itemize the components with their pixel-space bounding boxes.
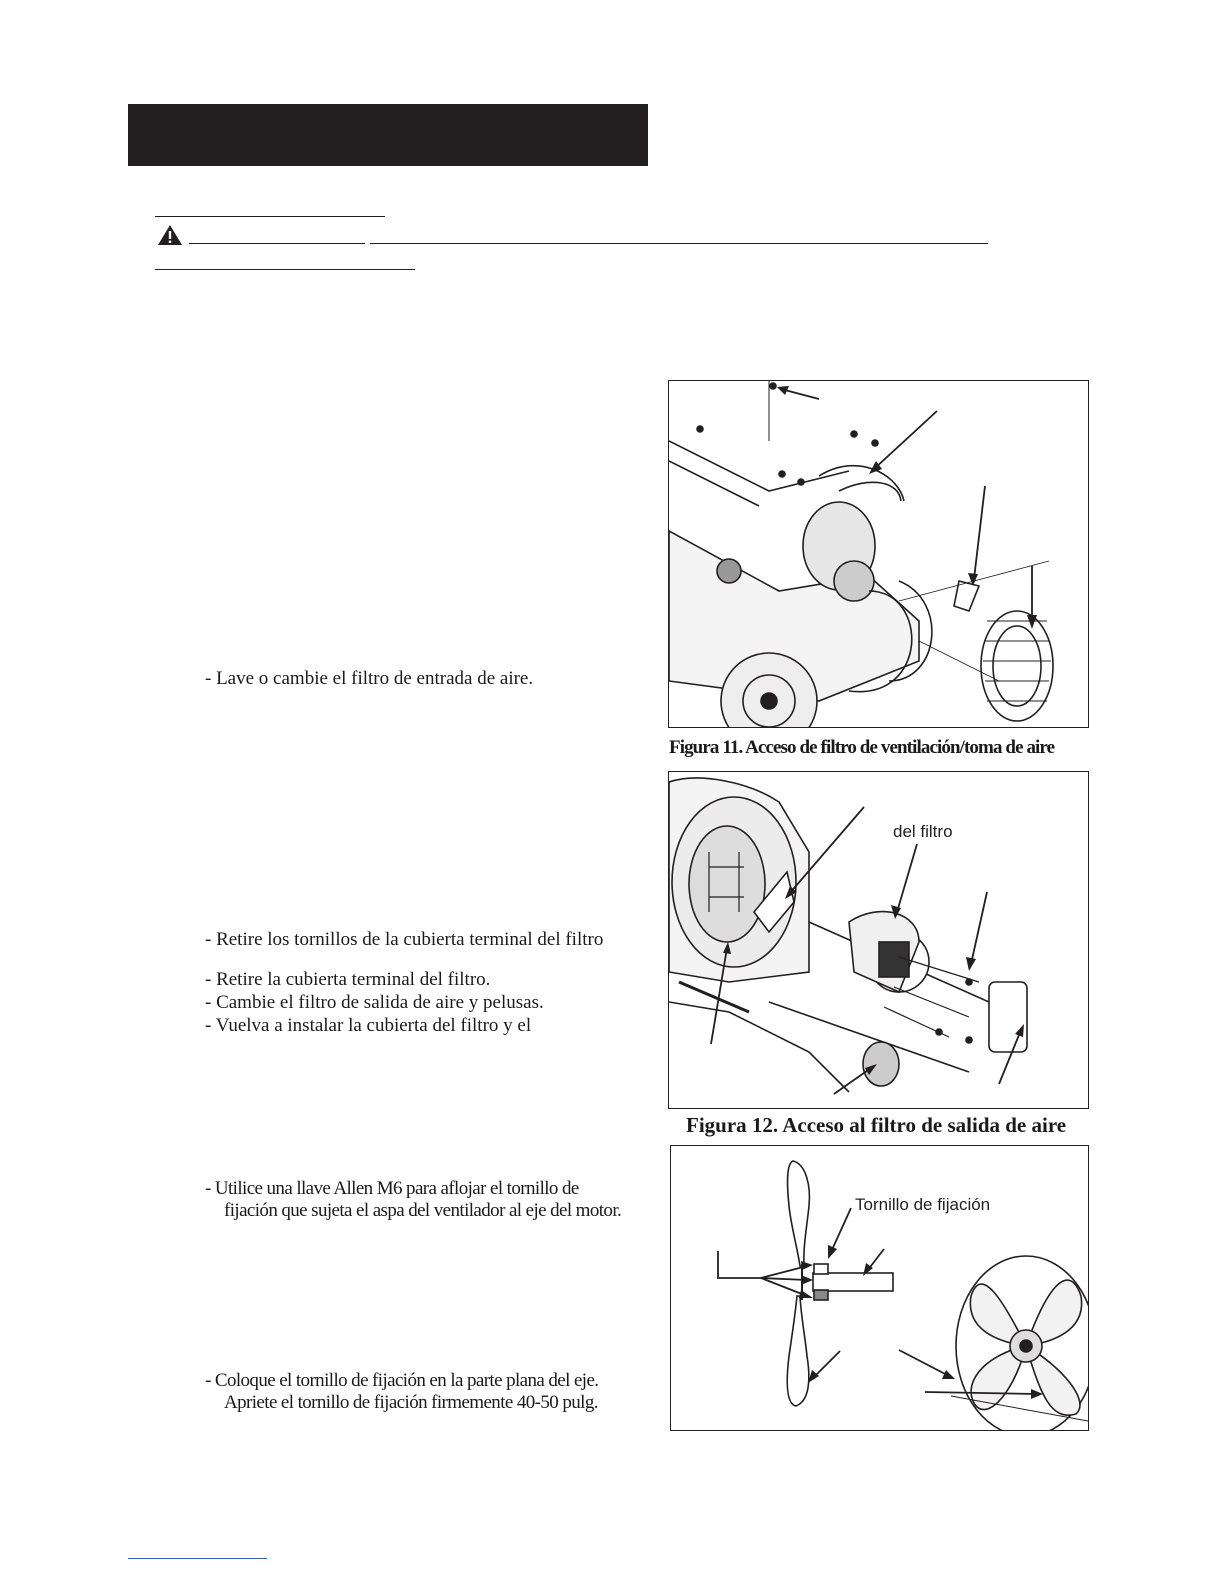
heater-body-drawing [669, 381, 932, 727]
instruction-air-intake: - Lave o cambie el filtro de entrada de aire. [205, 668, 534, 689]
instruction-replace-filter: - Cambie el filtro de salida de aire y pelusas. [205, 992, 544, 1013]
instruction-remove-cover: - Retire la cubierta terminal del filtro. [205, 969, 491, 990]
warning-rule-body [370, 243, 988, 244]
figure-13-illustration [670, 1145, 1089, 1431]
grill-cover [981, 611, 1053, 721]
instruction-reinstall: - Vuelva a instalar la cubierta del filtro y el [205, 1015, 532, 1036]
figure-11-illustration [668, 380, 1089, 728]
figure-12-caption: Figura 12. Acceso al filtro de salida de aire [686, 1113, 1067, 1137]
figure-11-caption: Figura 11. Acceso de filtro de ventilación/toma de aire [669, 737, 1055, 758]
instruction-setscrew-line1: - Coloque el tornillo de fijación en la parte plana del eje. [205, 1370, 599, 1391]
footer-rule [128, 1558, 267, 1559]
instruction-setscrew-line2: Apriete el tornillo de fijación firmemente 40-50 pulg. [224, 1392, 598, 1413]
warning-triangle-icon [157, 224, 183, 246]
fan-blade-perspective-view [951, 1256, 1088, 1430]
instruction-allen-line2: fijación que sujeta el aspa del ventilador al eje del motor. [224, 1200, 622, 1221]
instruction-setscrew [205, 1370, 598, 1414]
warning-rule-label [189, 243, 365, 244]
instruction-remove-screws: - Retire los tornillos de la cubierta terminal del filtro [205, 929, 604, 950]
figure-12-illustration [668, 771, 1089, 1109]
figure-13-label-setscrew: Tornillo de fijación [855, 1195, 991, 1214]
instruction-allen-key [205, 1178, 621, 1222]
warning-rule-bottom [155, 269, 415, 270]
screw-markers [697, 383, 878, 485]
panel-outline [839, 482, 901, 501]
section-header-bar [128, 104, 648, 166]
instruction-allen-line1: - Utilice una llave Allen M6 para aflojar el tornillo de [205, 1178, 579, 1199]
warning-rule-top [155, 216, 385, 217]
figure-12-label-filter: del filtro [893, 822, 953, 841]
